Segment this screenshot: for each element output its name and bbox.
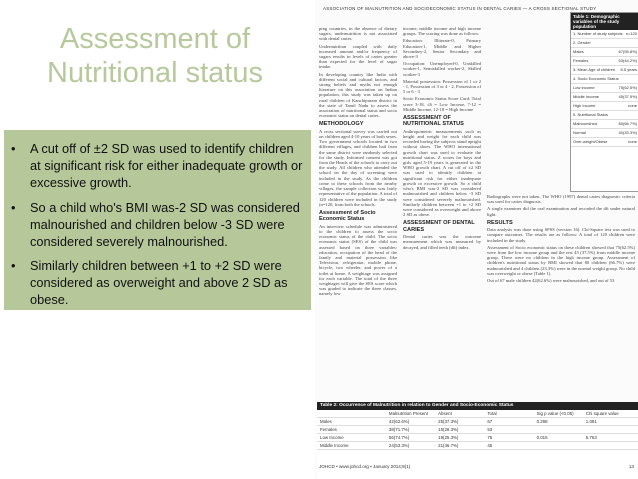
table-row: Females 53(44.2%) bbox=[571, 57, 638, 66]
paper-column-3 bbox=[487, 194, 635, 285]
bullet-item bbox=[11, 140, 303, 191]
paper-heading: ASSESSMENT OF DENTAL CARIES bbox=[403, 220, 475, 233]
paper-text: Dental caries was the outcome measurement which was measured by decayed, and filled teeth (dft) index. bbox=[403, 234, 481, 250]
table-row: Over-weight/Obese none bbox=[571, 138, 638, 147]
paper-text: Out of 67 male children 42(62.6%) were malnourished, and out of 53 bbox=[487, 278, 615, 284]
table-row: 4. Socio Economic Status bbox=[571, 75, 638, 84]
paper-column-2 bbox=[403, 26, 481, 252]
paper-text: A cross sectional survey was carried out on children aged 4-10 years of both sexes. Two government schools located in two different villages, and children hail from the same district were randomly selected for the study. Informed consent was got from the Heads of the schools to carry out the study. All children who attended the school on the day of screening were included in the study. As the children come to these schools from the nearby villages, the sample collection was fairly representative of the population. A total of 120 children were included in the study (n=120, from both the schools. bbox=[319, 128, 397, 207]
paper-list-item: Material possession: Possession of 1 or 2 - 1, Possession of 3 or 4 - 2, Possession of 5 or 6 - 3 bbox=[403, 78, 481, 95]
paper-text: A single examiner did the oral examination and recorded the dft under natural light. bbox=[487, 206, 635, 217]
paper-column-1 bbox=[319, 26, 397, 299]
paper-text: ping countries, in the absence of dietary sugars, undernutrition is not associated with dental caries. bbox=[319, 26, 397, 42]
page-number: 13 bbox=[628, 464, 634, 469]
table-row: Low Income 75(62.5%) bbox=[571, 84, 638, 93]
bullet-item bbox=[11, 257, 303, 308]
table-row: 1. Number of study subjects n=120 bbox=[571, 30, 638, 39]
bullet-text: So a child who's BMI was-2 SD was considered malnourished and children below -3 SD were considered severely malnourished. bbox=[30, 200, 300, 249]
table-row: Males 67(55.8%) bbox=[571, 48, 638, 57]
paper-heading: METHODOLOGY bbox=[319, 121, 364, 128]
paper-heading: RESULTS bbox=[487, 219, 513, 226]
table-row: Low Income 56(74.7%) 19(25.3%) 75 0.016 5.763 bbox=[317, 434, 638, 442]
journal-page-image bbox=[315, 0, 638, 479]
table-row: 2. Gender bbox=[571, 39, 638, 48]
bullet-icon: • bbox=[11, 258, 16, 273]
paper-text: Assessment of Socio economic status on these children showed that 75(62.5%) were from the low income group and the rest 45 (37.5%) from middle income group. There were no children in the high income group. Assessment of children's nutritional status by BMI showed that 80 children (66.7%) were malnourished and 4 children (23.3%) were in the normal weight group. No child was overweight or obese (Table 1). bbox=[487, 244, 635, 276]
paper-heading: ASSESSMENT OF NUTRITIONAL STATUS bbox=[403, 115, 464, 128]
paper-footer: JOHCD • www.johcd.org • January 2014;8(1) bbox=[319, 464, 411, 469]
bullet-box bbox=[4, 130, 311, 310]
running-header-text: ASSOCIATION OF MALNUTRITION AND SOCIOECONOMIC STATUS IN DENTAL CARIES — A CROSS SECTIONAL STUDY bbox=[323, 6, 597, 11]
bullet-icon: • bbox=[11, 200, 16, 215]
table-header-row: Malnutrition Present Absent Total Sig p value (<0.05) Chi square value bbox=[317, 410, 638, 418]
paper-text: Anthropometric measurements such as height and weight for each child was recorded having the subjects stand upright without shoes. The WHO international growth chart was used to evaluate the nutritional status. Z scores for boys and girls aged 5-19 years is generated in the WHO growth chart. A cut off of ±2 SD was used to identify children at significant risk for either inadequate growth or excessive growth. So a child who's BMI was-2 SD was considered malnourished and children below -3 SD were considered severely malnourished. Similarly children between +1 to +2 SD were considered as overweight and above 2 SD as obese. bbox=[403, 128, 481, 218]
paper-text: In developing country like India with different social and cultural factors, and strong beliefs and myths not enough literature on this association on Indian population, this study was taken up on rural children of Kanchipuram district in the state of Tamil Nadu to assess the association of nutritional status and socio economic status on dental caries. bbox=[319, 71, 397, 119]
table-row: 3. Mean Age of children 8.5 years bbox=[571, 66, 638, 75]
table-2-caption: Table 2: Occurrence of Malnutrition in relation to Gender and Socio-Economic Status bbox=[317, 402, 638, 410]
table-row: Middle Income 24(53.3%) 21(46.7%) 45 bbox=[317, 442, 638, 450]
paper-text: Data analysis was done using SPSS (version 16). Chi-Square test was used to compare outcomes. The results are as follows: A total of 120 children were included in the study. bbox=[487, 227, 635, 243]
paper-text: An interview schedule was administered to the children to assess the socio economic status of the child. The socio economic status (SES) of the child was assessed based on three variables: education, occupation of the head of the family and material possession like Television, refrigerator, mobile phone, bicycle, two wheeler, and power of a toilet at home. A weightage was assigned for each variable. The total of the three weightages will give the SES score which was graded to indicate the three classes, namely low bbox=[319, 223, 397, 297]
table-row: Middle Income 45(37.5%) bbox=[571, 93, 638, 102]
table-row: 5. Nutritional Status bbox=[571, 111, 638, 120]
table-row: High Income none bbox=[571, 102, 638, 111]
paper-heading: Assessment of Socio Economic Status bbox=[319, 209, 376, 223]
table-1-demographics bbox=[570, 12, 638, 192]
table-row: Malnourished 80(66.7%) bbox=[571, 120, 638, 129]
slide-title: Assessment of Nutritional status bbox=[47, 23, 263, 89]
paper-text: Undernutrition coupled with daily increased amount and/or frequency of sugars results in levels of caries greater than expected for the level of sugar intake. bbox=[319, 43, 397, 70]
table-row: Males 42(62.6%) 25(37.3%) 67 0.298 1.091 bbox=[317, 418, 638, 426]
bullet-text: Similarly children between +1 to +2 SD were considered as overweight and above 2 SD as obese. bbox=[30, 258, 288, 307]
paper-list-item: Occupation: Unemployed-0, Unskilled worker-1, Semiskilled worker-2, Skilled worker-3 bbox=[403, 61, 481, 77]
paper-text: Radiographs were not taken. The WHO (1997) dental caries diagnostic criteria was used for caries diagnosis. bbox=[487, 194, 635, 205]
paper-list-item: Education: Illiterate-0, Primary Education-1, Middle and Higher Secondary-2, Senior Secondary and above-3 bbox=[403, 38, 481, 60]
paper-text: income, middle income and high income groups. The scoring was done as follows: bbox=[403, 26, 481, 37]
bullet-icon: • bbox=[11, 141, 16, 156]
paper-list-item: Socio Economic Status Score Card: Total score 3-18, ≤6 = Low Income, 7-12 = Middle Income, 12-18 = High Income bbox=[403, 96, 481, 112]
bullet-item bbox=[11, 199, 303, 250]
table-row: Normal 40(33.3%) bbox=[571, 129, 638, 138]
table-row: Females 38(71.7%) 15(28.3%) 53 bbox=[317, 426, 638, 434]
table-1-caption: Table 1: Demographic variables of the study population bbox=[571, 13, 638, 30]
bullet-text: A cut off of ±2 SD was used to identify children at significant risk for either inadequate growth or excessive growth. bbox=[30, 141, 303, 190]
